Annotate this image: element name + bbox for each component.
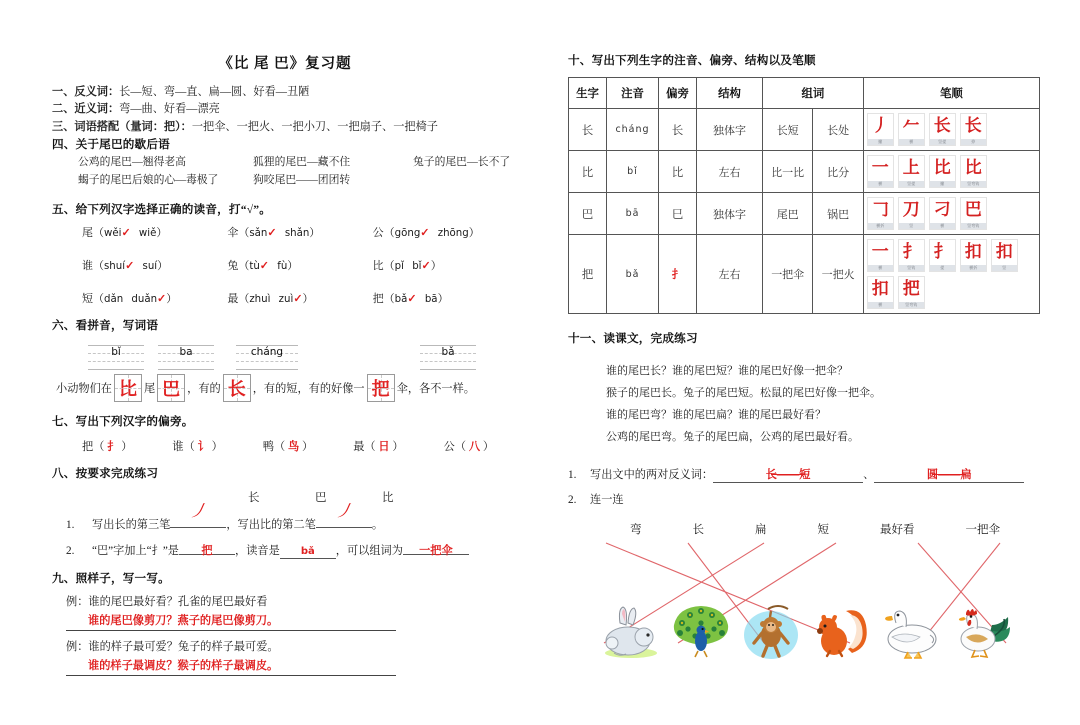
exercise-item-1 bbox=[52, 499, 518, 532]
antonym-blank-1[interactable] bbox=[713, 466, 863, 483]
question-part: 。 bbox=[371, 518, 384, 531]
choice-option-b[interactable]: wiě bbox=[138, 227, 157, 239]
stroke-card bbox=[867, 155, 894, 188]
choice-option-a[interactable]: sǎn bbox=[249, 227, 268, 239]
cell-radical: 扌 bbox=[659, 235, 697, 314]
radical-char: 鸭 bbox=[262, 440, 275, 453]
check-icon: ✓ bbox=[157, 292, 167, 305]
col-header-words: 组词 bbox=[763, 78, 864, 109]
stroke-glyph: 扌 bbox=[902, 242, 920, 262]
stroke-glyph: 比 bbox=[964, 158, 982, 178]
list-item-empty bbox=[413, 172, 518, 190]
match-word-row bbox=[568, 521, 1040, 537]
passage-line: 猴子的尾巴长。兔子的尾巴短。松鼠的尾巴好像一把伞。 bbox=[606, 387, 881, 399]
pinyin-four-line-grid bbox=[420, 345, 476, 371]
match-word[interactable]: 弯 bbox=[630, 524, 642, 536]
choice-option-b[interactable]: bǐ bbox=[412, 260, 422, 272]
stroke-blank-1[interactable] bbox=[170, 499, 226, 528]
stroke-card bbox=[960, 239, 987, 272]
stroke-label: 竖弯钩 bbox=[899, 302, 924, 308]
example-2: 例：谁的样子最可爱？兔子的样子最可爱。 bbox=[66, 640, 279, 653]
match-word[interactable]: 短 bbox=[817, 524, 829, 536]
table-row bbox=[569, 235, 1040, 314]
choice-char: 谁 bbox=[82, 259, 93, 272]
choice-option-b[interactable]: shǎn bbox=[284, 227, 310, 239]
item-number: 1. bbox=[568, 469, 577, 481]
section-collocation-head: 三、词语搭配（量词：把）： bbox=[52, 120, 192, 133]
choice-option-b[interactable]: zuì bbox=[278, 293, 294, 305]
answer-line-1[interactable]: 谁的尾巴像剪刀？燕子的尾巴像剪刀。 bbox=[66, 612, 396, 631]
choice-option-b[interactable]: suí bbox=[142, 260, 158, 272]
stroke-glyph: 刁 bbox=[933, 200, 951, 220]
passage-line: 谁的尾巴弯？谁的尾巴扁？谁的尾巴最好看？ bbox=[606, 409, 826, 421]
handwritten-stroke: 丿 bbox=[333, 499, 355, 523]
stroke-glyph: 一 bbox=[871, 158, 889, 178]
tianzige-box[interactable] bbox=[367, 374, 395, 402]
pinyin-choice-item[interactable]: 尾（wěi✓ wiě） bbox=[82, 226, 168, 239]
choice-option-a[interactable]: shuí bbox=[104, 260, 126, 272]
cell-radical: 比 bbox=[659, 151, 697, 193]
cell-strokes bbox=[863, 151, 1039, 193]
choice-char: 最 bbox=[227, 292, 239, 305]
check-icon: ✓ bbox=[407, 292, 417, 305]
cell-char: 巴 bbox=[569, 193, 607, 235]
cell-radical: 长 bbox=[659, 109, 697, 151]
table-header-row bbox=[569, 78, 1040, 109]
stroke-glyph: 长 bbox=[933, 116, 951, 136]
stroke-label: 横 bbox=[899, 139, 924, 145]
check-icon: ✓ bbox=[420, 226, 430, 239]
antonym-pair-1: 长——短 bbox=[752, 466, 825, 482]
cell-radical: 巳 bbox=[659, 193, 697, 235]
question-part: ，可以组词为 bbox=[335, 544, 403, 557]
section-antonyms bbox=[52, 84, 518, 101]
stroke-glyph: 丿 bbox=[871, 116, 889, 136]
radical-item[interactable]: 鸭（ 鸟 ） bbox=[262, 440, 314, 453]
radical-char: 谁 bbox=[172, 440, 184, 453]
cell-char: 长 bbox=[569, 109, 607, 151]
radical-answer: 扌 bbox=[107, 440, 119, 453]
pinyin-four-line-grid bbox=[158, 345, 214, 371]
pinyin-text: bǐ bbox=[111, 345, 121, 358]
table-row bbox=[569, 109, 1040, 151]
stroke-label: 横 bbox=[930, 223, 955, 229]
stroke-card bbox=[898, 197, 925, 230]
stroke-glyph: 刀 bbox=[902, 200, 920, 220]
pinyin-choice-item[interactable]: 最（zhuì zuì✓） bbox=[227, 292, 314, 305]
stroke-label: 竖弯钩 bbox=[961, 223, 986, 229]
separator: 、 bbox=[863, 469, 875, 481]
radical-item[interactable]: 最（ 日 ） bbox=[353, 440, 404, 453]
question-part: “巴”字加上“扌”是 bbox=[92, 544, 179, 557]
stroke-card bbox=[867, 239, 894, 272]
stroke-card bbox=[867, 276, 894, 309]
pinyin-four-line-grid bbox=[236, 345, 298, 371]
cell-structure: 左右 bbox=[697, 151, 763, 193]
stroke-label: 竖钩 bbox=[899, 265, 924, 271]
list-item: 蝎子的尾巴后娘的心—毒极了 bbox=[78, 173, 219, 186]
pinyin-grid-row bbox=[52, 341, 518, 371]
section-synonyms-head: 二、近义词： bbox=[52, 103, 120, 116]
sentence-part: 小动物们在 bbox=[56, 382, 112, 395]
cell-pinyin: bā bbox=[607, 193, 659, 235]
section-write-words-head: 六、看拼音，写词语 bbox=[52, 318, 159, 332]
stroke-label: 竖弯钩 bbox=[961, 181, 986, 187]
check-icon: ✓ bbox=[293, 292, 303, 305]
stroke-card bbox=[960, 113, 987, 146]
cell-strokes bbox=[863, 235, 1039, 314]
section-synonyms-body: 弯—曲、好看—漂亮 bbox=[119, 103, 220, 116]
pinyin-choice-item[interactable]: 伞（sǎn✓ shǎn） bbox=[227, 226, 321, 239]
choice-char: 兔 bbox=[227, 259, 239, 272]
col-header-char: 生字 bbox=[569, 78, 607, 109]
stroke-card bbox=[898, 239, 925, 272]
radical-answer: 鸟 bbox=[288, 440, 300, 453]
cell-word-2: 长处 bbox=[813, 109, 863, 151]
cell-word-1: 比一比 bbox=[763, 151, 813, 193]
choice-option-a[interactable]: pǐ bbox=[394, 260, 404, 272]
radical-item[interactable]: 公（ 八 ） bbox=[443, 440, 495, 453]
stroke-label: 横折 bbox=[961, 265, 986, 271]
choice-char: 伞 bbox=[227, 226, 239, 239]
stroke-label: 撇 bbox=[868, 139, 893, 145]
choice-option-a[interactable]: bǎ bbox=[394, 293, 408, 305]
stroke-glyph: 扣 bbox=[871, 279, 889, 299]
choice-char: 公 bbox=[372, 226, 384, 239]
stroke-glyph: 扌 bbox=[933, 242, 951, 262]
section-xiehouyu-list bbox=[52, 154, 518, 190]
stroke-card bbox=[960, 155, 987, 188]
radical-item[interactable]: 把（ 扌 ） bbox=[82, 440, 133, 453]
answer-blank-2[interactable]: bǎ bbox=[280, 546, 336, 559]
question-part: ，写出比的第二笔 bbox=[226, 518, 316, 531]
item-number: 2. bbox=[66, 544, 75, 557]
pinyin-choice-item[interactable]: 短（dǎn duǎn✓） bbox=[82, 292, 178, 305]
choice-option-a[interactable]: dǎn bbox=[104, 293, 124, 305]
radical-answer: 讠 bbox=[197, 440, 209, 453]
item-number: 1. bbox=[66, 518, 75, 531]
choice-char: 把 bbox=[372, 292, 384, 305]
tianzige-box[interactable] bbox=[157, 374, 185, 402]
character-table bbox=[568, 77, 1040, 314]
stroke-card bbox=[991, 239, 1018, 272]
list-item: 狐狸的尾巴—藏不住 bbox=[253, 156, 351, 169]
pinyin-choice-item[interactable]: 谁（shuí✓ suí） bbox=[82, 259, 169, 272]
sentence-part: 伞，各不一样。 bbox=[396, 382, 475, 395]
pinyin-text: cháng bbox=[250, 345, 284, 358]
animal-monkey[interactable] bbox=[738, 603, 804, 661]
question-part: 写出长的第三笔 bbox=[92, 518, 171, 531]
animal-row bbox=[568, 603, 1040, 661]
stroke-label: 竖 bbox=[992, 265, 1017, 271]
col-header-strokes: 笔顺 bbox=[863, 78, 1039, 109]
stroke-label: 横 bbox=[868, 181, 893, 187]
check-icon: ✓ bbox=[121, 226, 131, 239]
question-label: 写出文中的两对反义词： bbox=[590, 469, 714, 481]
choice-option-a[interactable]: tù bbox=[249, 260, 260, 272]
stroke-card bbox=[898, 276, 925, 309]
cell-word-1: 长短 bbox=[763, 109, 813, 151]
antonym-pair-2: 圆——扁 bbox=[913, 466, 986, 482]
match-word[interactable]: 一把伞 bbox=[965, 524, 1000, 536]
sentence-part: 尾 bbox=[143, 382, 156, 395]
handwritten-stroke: 丿 bbox=[187, 499, 209, 523]
section-char-table-head: 十、写出下列生字的注音、偏旁、结构以及笔顺 bbox=[568, 54, 816, 67]
animal-rabbit[interactable] bbox=[598, 603, 664, 661]
handwritten-answer: 把 bbox=[371, 378, 390, 400]
section-collocation-body: 一把伞、一把火、一把小刀、一把扇子、一把椅子 bbox=[191, 120, 438, 133]
cell-structure: 独体字 bbox=[697, 193, 763, 235]
list-item: 兔子的尾巴—长不了 bbox=[413, 156, 511, 169]
cell-word-1: 一把伞 bbox=[763, 235, 813, 314]
exercise-item-2 bbox=[52, 542, 518, 559]
stroke-glyph: 长 bbox=[964, 116, 982, 136]
question-label: 连一连 bbox=[590, 494, 624, 506]
item-number: 2. bbox=[568, 494, 577, 506]
passage-line: 谁的尾巴长？谁的尾巴短？谁的尾巴好像一把伞？ bbox=[606, 365, 848, 377]
choice-option-b[interactable]: zhōng bbox=[437, 227, 469, 239]
tianzige-box[interactable] bbox=[223, 374, 251, 402]
answer-blank-3[interactable]: 一把伞 bbox=[403, 542, 469, 555]
cell-char: 把 bbox=[569, 235, 607, 314]
stroke-glyph: 巴 bbox=[964, 200, 982, 220]
answer-blank-1[interactable]: 把 bbox=[179, 542, 235, 555]
cell-word-2: 一把火 bbox=[813, 235, 863, 314]
sentence-part: ，有的 bbox=[187, 382, 221, 395]
reading-question-2 bbox=[568, 491, 1040, 507]
tianzige-box[interactable] bbox=[114, 374, 142, 402]
cell-word-2: 比分 bbox=[813, 151, 863, 193]
fill-sentence-row bbox=[52, 374, 518, 402]
stroke-glyph: 把 bbox=[902, 279, 920, 299]
stroke-label: 竖提 bbox=[930, 139, 955, 145]
animal-duck[interactable] bbox=[878, 603, 944, 661]
pinyin-choice-item[interactable]: 比（pǐ bǐ✓） bbox=[372, 259, 442, 272]
choice-option-b[interactable]: fù bbox=[277, 260, 288, 272]
cell-pinyin: cháng bbox=[607, 109, 659, 151]
stroke-card bbox=[867, 113, 894, 146]
cell-structure: 独体字 bbox=[697, 109, 763, 151]
example-1: 例：谁的尾巴最好看？孔雀的尾巴最好看 bbox=[66, 595, 268, 608]
choice-option-b[interactable]: duǎn bbox=[131, 293, 158, 305]
stroke-card bbox=[929, 155, 956, 188]
stroke-glyph: 扣 bbox=[964, 242, 982, 262]
section-collocation bbox=[52, 119, 518, 136]
pinyin-text: bǎ bbox=[441, 345, 455, 358]
list-item: 狗咬尾巴——团团转 bbox=[253, 173, 351, 186]
page-title: 《比 尾 巴》复习题 bbox=[218, 56, 352, 72]
question-part: ，读音是 bbox=[235, 544, 280, 557]
handwritten-answer: 巴 bbox=[162, 378, 181, 400]
stroke-card bbox=[898, 113, 925, 146]
section-xiehouyu-head: 四、关于尾巴的歇后语 bbox=[52, 138, 170, 152]
stroke-glyph: 扣 bbox=[995, 242, 1013, 262]
pinyin-choice-item[interactable]: 兔（tù✓ fù） bbox=[227, 259, 299, 272]
check-icon: ✓ bbox=[259, 259, 269, 272]
col-header-pinyin: 注音 bbox=[607, 78, 659, 109]
radical-char: 最 bbox=[353, 440, 365, 453]
pinyin-choice-item[interactable]: 把（bǎ✓ bā） bbox=[372, 292, 449, 305]
radical-char: 公 bbox=[443, 440, 455, 453]
antonym-blank-2[interactable] bbox=[874, 466, 1024, 483]
choice-option-b[interactable]: bā bbox=[424, 293, 438, 305]
choice-option-a[interactable]: wěi bbox=[104, 227, 122, 239]
table-row bbox=[569, 151, 1040, 193]
radical-answer: 八 bbox=[468, 440, 481, 453]
passage-line: 公鸡的尾巴弯。兔子的尾巴扁，公鸡的尾巴最好看。 bbox=[606, 431, 859, 443]
choice-char: 尾 bbox=[82, 226, 93, 239]
stroke-card bbox=[929, 239, 956, 272]
sentence-part: ，有的短，有的好像一 bbox=[252, 382, 365, 395]
section-reading-head: 十一、读课文，完成练习 bbox=[568, 332, 698, 345]
answer-line-2[interactable]: 谁的样子最调皮？猴子的样子最调皮。 bbox=[66, 657, 396, 676]
col-header-radical: 偏旁 bbox=[659, 78, 697, 109]
check-icon: ✓ bbox=[421, 259, 431, 272]
stroke-card bbox=[929, 197, 956, 230]
pinyin-choice-grid bbox=[52, 224, 518, 306]
pinyin-text: ba bbox=[179, 345, 193, 358]
cell-structure: 左右 bbox=[697, 235, 763, 314]
stroke-label: 竖 bbox=[899, 223, 924, 229]
cell-word-2: 锅巴 bbox=[813, 193, 863, 235]
section-exercise-head: 八、按要求完成练习 bbox=[52, 466, 159, 480]
stroke-card bbox=[898, 155, 925, 188]
animal-peacock[interactable] bbox=[668, 603, 734, 661]
cell-char: 比 bbox=[569, 151, 607, 193]
stroke-glyph: 一 bbox=[871, 242, 889, 262]
handwritten-answer: 长 bbox=[227, 378, 246, 400]
stroke-label: 横 bbox=[868, 265, 893, 271]
stroke-card bbox=[867, 197, 894, 230]
stroke-label: 提 bbox=[930, 265, 955, 271]
col-header-structure: 结构 bbox=[697, 78, 763, 109]
section-synonyms bbox=[52, 101, 518, 118]
stroke-card bbox=[960, 197, 987, 230]
stroke-label: 横 bbox=[868, 302, 893, 308]
cell-pinyin: bǐ bbox=[607, 151, 659, 193]
handwritten-answer: 比 bbox=[118, 378, 137, 400]
table-row bbox=[569, 193, 1040, 235]
section-antonyms-body: 长—短、弯—直、扁—圆、好看—丑陋 bbox=[119, 86, 310, 98]
cell-strokes bbox=[863, 109, 1039, 151]
radical-char: 把 bbox=[82, 440, 94, 453]
right-column bbox=[540, 0, 1080, 725]
stroke-label: 捺 bbox=[961, 139, 986, 145]
radical-answer: 日 bbox=[378, 440, 390, 453]
cell-word-1: 尾巴 bbox=[763, 193, 813, 235]
stroke-label: 撇 bbox=[930, 181, 955, 187]
choice-char: 比 bbox=[372, 259, 384, 272]
exercise-chars: 长 巴 比 bbox=[248, 491, 416, 504]
pinyin-four-line-grid bbox=[88, 345, 144, 371]
stroke-glyph: 𠂉 bbox=[902, 116, 920, 136]
animal-rooster[interactable] bbox=[948, 603, 1014, 661]
stroke-card bbox=[929, 113, 956, 146]
stroke-glyph: 比 bbox=[933, 158, 951, 178]
stroke-glyph: 上 bbox=[902, 158, 920, 178]
matching-exercise-area bbox=[568, 539, 1040, 661]
choice-char: 短 bbox=[82, 292, 93, 305]
match-word[interactable]: 最好看 bbox=[880, 524, 915, 536]
stroke-label: 横折 bbox=[868, 223, 893, 229]
section-radicals-head: 七、写出下列汉字的偏旁。 bbox=[52, 414, 194, 428]
section-imitate-head: 九、照样子，写一写。 bbox=[52, 571, 170, 585]
choice-option-a[interactable]: zhuì bbox=[249, 293, 271, 305]
radical-item[interactable]: 谁（ 讠 ） bbox=[172, 440, 223, 453]
stroke-glyph: 𠃌 bbox=[871, 200, 889, 220]
check-icon: ✓ bbox=[125, 259, 135, 272]
reading-passage bbox=[568, 360, 1040, 448]
radical-answer-row bbox=[52, 438, 518, 454]
stroke-blank-2[interactable] bbox=[316, 499, 372, 528]
choice-option-a[interactable]: gōng bbox=[394, 227, 421, 239]
section-pinyin-choice-head: 五、给下列汉字选择正确的读音，打“√”。 bbox=[52, 202, 272, 216]
cell-strokes bbox=[863, 193, 1039, 235]
reading-question-1 bbox=[568, 466, 1040, 483]
stroke-label: 竖提 bbox=[899, 181, 924, 187]
pinyin-choice-item[interactable]: 公（gōng✓ zhōng） bbox=[372, 226, 480, 239]
match-word[interactable]: 长 bbox=[692, 524, 704, 536]
match-word[interactable]: 扁 bbox=[755, 524, 767, 536]
check-icon: ✓ bbox=[267, 226, 277, 239]
cell-pinyin: bǎ bbox=[607, 235, 659, 314]
animal-squirrel[interactable] bbox=[808, 603, 874, 661]
list-item: 公鸡的尾巴—翘得老高 bbox=[78, 156, 186, 169]
section-antonyms-head: 一、反义词： bbox=[52, 86, 120, 98]
